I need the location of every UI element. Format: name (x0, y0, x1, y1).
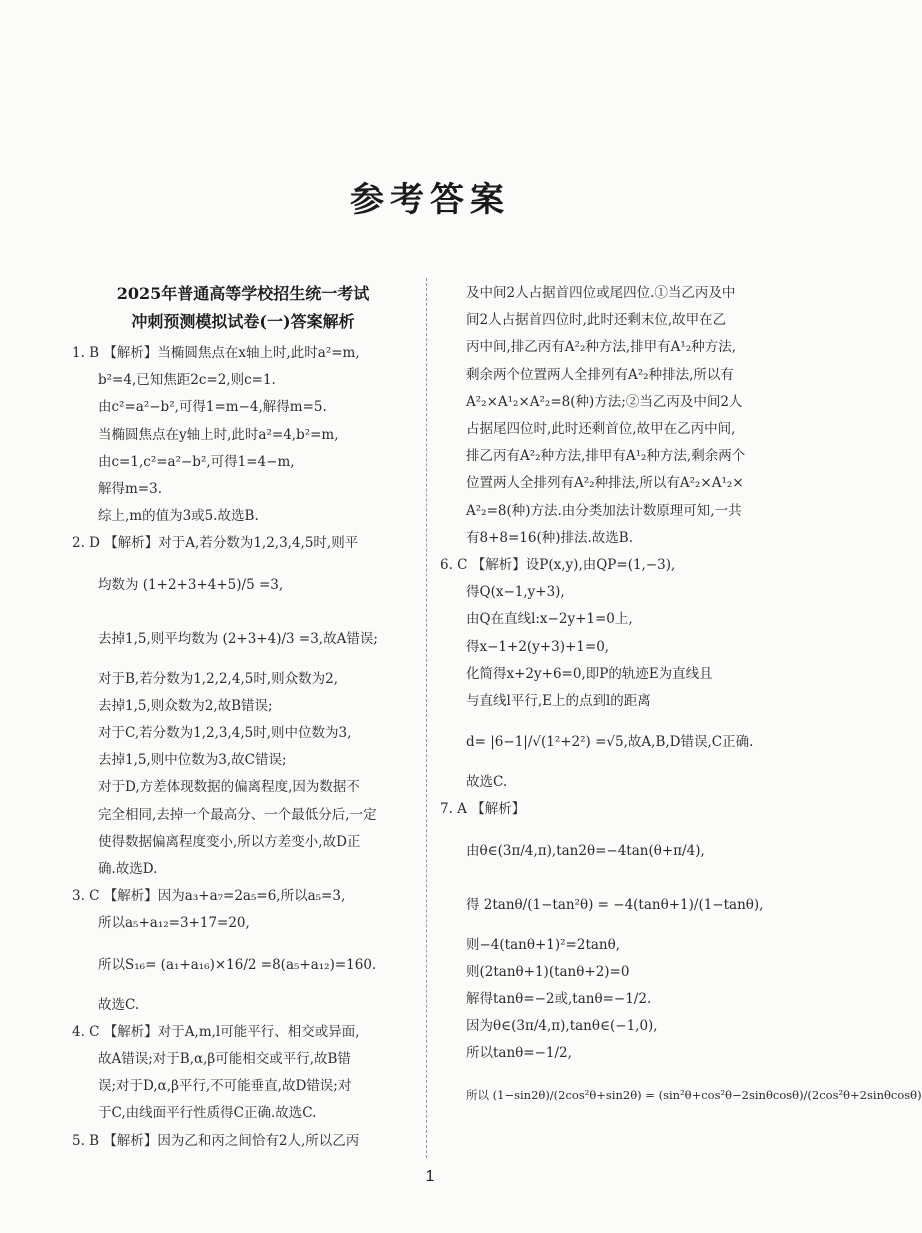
answer-line: 确.故选D. (98, 861, 158, 878)
answer-line: 与直线l平行,E上的点到l的距离 (466, 693, 651, 710)
answer-line: 所以a₅+a₁₂=3+17=20, (98, 915, 250, 932)
exam-title (72, 280, 414, 336)
answer-line: 间2人占据首四位时,此时还剩末位,故甲在乙 (466, 312, 727, 329)
answer-line: 4. C 【解析】对于A,m,l可能平行、相交或异面, (72, 1023, 360, 1040)
answer-line: 丙中间,排乙丙有A²₂种方法,排甲有A¹₂种方法, (466, 339, 737, 356)
answer-line: b²=4,已知焦距2c=2,则c=1. (98, 372, 276, 389)
answer-line: 故A错误;对于B,α,β可能相交或平行,故B错 (98, 1051, 351, 1068)
answer-line: 因为θ∈(3π/4,π),tanθ∈(−1,0), (466, 1018, 658, 1035)
answer-line: 故选C. (466, 774, 508, 791)
answer-line: 5. B 【解析】因为乙和丙之间恰有2人,所以乙丙 (72, 1132, 360, 1149)
answer-line: 所以 (1−sin2θ)/(2cos²θ+sin2θ) = (sin²θ+cos²θ−2sinθcosθ)/(2cos²θ+2sinθcosθ) (466, 1087, 922, 1102)
answer-line: 则(2tanθ+1)(tanθ+2)=0 (466, 963, 630, 980)
answer-line: 得Q(x−1,y+3), (466, 584, 565, 601)
column-divider (426, 278, 427, 1158)
answer-line: 3. C 【解析】因为a₃+a₇=2a₅=6,所以a₅=3, (72, 888, 346, 905)
answer-line: 综上,m的值为3或5.故选B. (98, 508, 259, 525)
answer-line: 所以tanθ=−1/2, (466, 1045, 572, 1062)
answer-line: 去掉1,5,则平均数为 (2+3+4)/3 =3,故A错误; (98, 630, 378, 647)
answer-line: 占据尾四位时,此时还剩首位,故甲在乙丙中间, (466, 421, 736, 438)
exam-title-line-1: 2025年普通高等学校招生统一考试 (116, 284, 370, 303)
answer-line: 化简得x+2y+6=0,即P的轨迹E为直线且 (466, 665, 713, 682)
answer-line: 由c=1,c²=a²−b²,可得1=4−m, (98, 453, 295, 470)
answer-line: A²₂=8(种)方法.由分类加法计数原理可知,一共 (466, 502, 742, 519)
answer-line: 7. A 【解析】 (440, 801, 526, 818)
answer-line: 得 2tanθ/(1−tan²θ) = −4(tanθ+1)/(1−tanθ), (466, 896, 764, 913)
answer-line: 2. D 【解析】对于A,若分数为1,2,3,4,5时,则平 (72, 535, 359, 552)
answer-line: 1. B 【解析】当椭圆焦点在x轴上时,此时a²=m, (72, 345, 360, 361)
answer-line: 得x−1+2(y+3)+1=0, (466, 638, 610, 655)
answer-line: 均数为 (1+2+3+4+5)/5 =3, (98, 576, 284, 593)
answer-line: d= |6−1|/√(1²+2²) =√5,故A,B,D错误,C正确. (466, 734, 754, 751)
page-title: 参考答案 (350, 180, 510, 220)
answer-line: 于C,由线面平行性质得C正确.故选C. (98, 1105, 317, 1122)
answer-line: A²₂×A¹₂×A²₂=8(种)方法;②当乙丙及中间2人 (466, 393, 743, 410)
answer-line: 位置两人全排列有A²₂种排法,所以有A²₂×A¹₂× (466, 475, 744, 492)
answer-line: 及中间2人占据首四位或尾四位.①当乙丙及中 (466, 285, 736, 301)
answer-line: 误;对于D,α,β平行,不可能垂直,故D错误;对 (98, 1078, 352, 1095)
answer-line: 解得m=3. (98, 481, 162, 498)
answer-line: 由θ∈(3π/4,π),tan2θ=−4tan(θ+π/4), (466, 842, 705, 859)
exam-title-line-2: 冲刺预测模拟试卷(一)答案解析 (131, 312, 355, 331)
answer-line: 由Q在直线l:x−2y+1=0上, (466, 611, 633, 628)
answer-line: 完全相同,去掉一个最高分、一个最低分后,一定 (98, 806, 377, 823)
answer-line: 所以S₁₆= (a₁+a₁₆)×16/2 =8(a₅+a₁₂)=160. (98, 956, 377, 973)
right-column (440, 280, 922, 1122)
answer-line: 有8+8=16(种)排法.故选B. (466, 529, 634, 546)
answer-line: 对于B,若分数为1,2,2,4,5时,则众数为2, (98, 670, 338, 687)
answer-line: 对于C,若分数为1,2,3,4,5时,则中位数为3, (98, 725, 352, 742)
answer-line: 排乙丙有A²₂种方法,排甲有A¹₂种方法,剩余两个 (466, 448, 746, 465)
answer-line: 去掉1,5,则中位数为3,故C错误; (98, 752, 287, 769)
answer-line: 对于D,方差体现数据的偏离程度,因为数据不 (98, 779, 360, 796)
left-answer-text (72, 340, 414, 1155)
answer-line: 解得tanθ=−2或,tanθ=−1/2. (466, 991, 652, 1008)
page-number: 1 (425, 1168, 435, 1185)
left-column (72, 280, 414, 1155)
answer-line: 使得数据偏离程度变小,所以方差变小,故D正 (98, 833, 361, 850)
answer-line: 由c²=a²−b²,可得1=m−4,解得m=5. (98, 399, 327, 416)
answer-line: 6. C 【解析】设P(x,y),由QP=(1,−3), (440, 557, 676, 574)
answer-line: 去掉1,5,则众数为2,故B错误; (98, 697, 273, 714)
answer-line: 当椭圆焦点在y轴上时,此时a²=4,b²=m, (98, 426, 339, 443)
answer-line: 则−4(tanθ+1)²=2tanθ, (466, 936, 621, 953)
answer-line: 故选C. (98, 996, 140, 1013)
answer-line: 剩余两个位置两人全排列有A²₂种排法,所以有 (466, 366, 734, 383)
